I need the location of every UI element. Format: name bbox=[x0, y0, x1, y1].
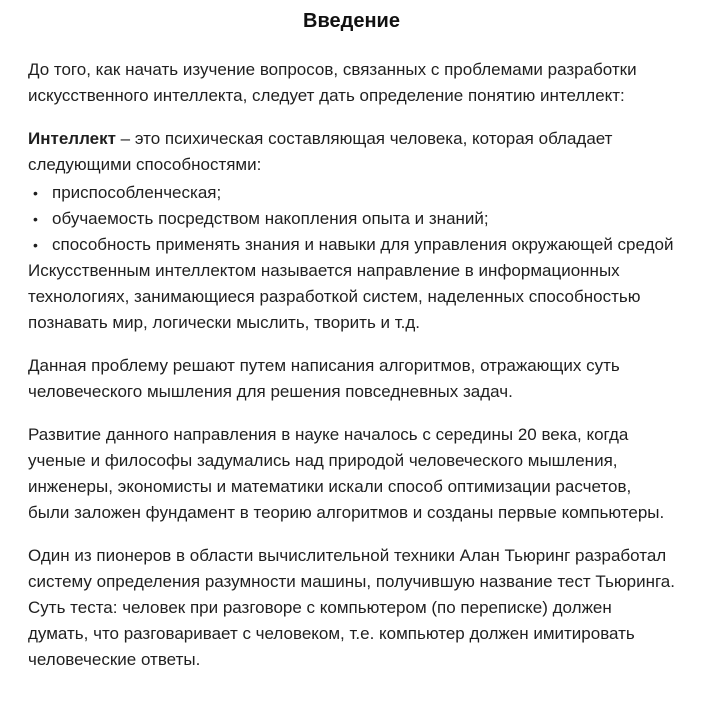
list-item bbox=[28, 206, 675, 232]
bullet-icon: • bbox=[33, 185, 38, 201]
paragraph-history: Развитие данного направления в науке началось с середины 20 века, когда ученые и философы задумались над природой человеческого мышления, инженеры, экономисты и математики искали способ оптимизации расчетов, были заложен фундамент в теорию алгоритмов и созданы первые компьютеры. bbox=[28, 425, 665, 522]
bullet-icon: • bbox=[33, 237, 38, 253]
list-item bbox=[28, 180, 675, 206]
page-title: Введение bbox=[303, 10, 400, 32]
paragraph-turing: Один из пионеров в области вычислительной техники Алан Тьюринг разработал систему определения разумности машины, получившую название тест Тьюринга. Суть теста: человек при разговоре с компьютером (по переписке) должен думать, что разговаривает с человеком, т.е. компьютер должен имитировать человеческие ответы. bbox=[28, 546, 675, 669]
bullet-icon: • bbox=[33, 211, 38, 227]
intro-paragraph: До того, как начать изучение вопросов, связанных с проблемами разработки искусственного интеллекта, следует дать определение понятию интеллект: bbox=[28, 60, 637, 105]
list-item-text: приспособленческая; bbox=[52, 183, 222, 202]
paragraph-algorithms: Данная проблему решают путем написания алгоритмов, отражающих суть человеческого мышления для решения повседневных задач. bbox=[28, 356, 620, 401]
list-item-text: обучаемость посредством накопления опыта и знаний; bbox=[52, 209, 489, 228]
list-item-text: способность применять знания и навыки для управления окружающей средой bbox=[52, 235, 674, 254]
list-item bbox=[28, 232, 675, 258]
definition-paragraph bbox=[28, 126, 675, 178]
abilities-list bbox=[28, 180, 675, 258]
paragraph-ai-definition: Искусственным интеллектом называется направление в информационных технологиях, занимающиеся разработкой систем, наделенных способностью познавать мир, логически мыслить, творить и т.д. bbox=[28, 261, 641, 332]
definition-rest: – это психическая составляющая человека, которая обладает следующими способностями: bbox=[28, 129, 613, 174]
definition-term: Интеллект bbox=[28, 129, 116, 148]
